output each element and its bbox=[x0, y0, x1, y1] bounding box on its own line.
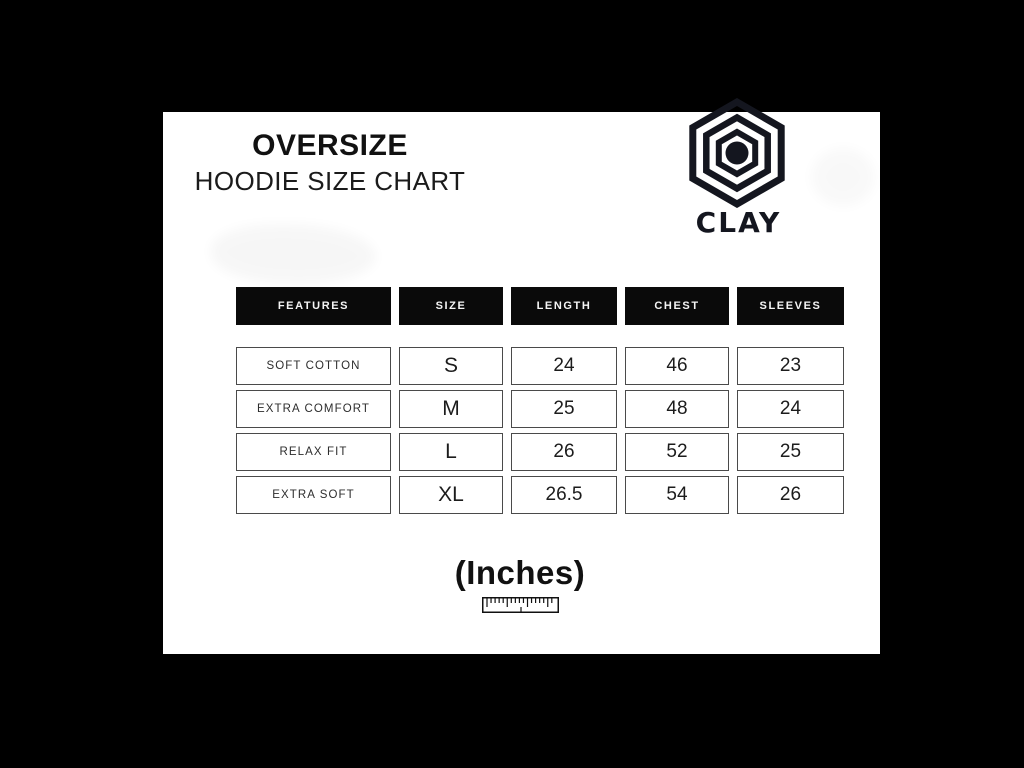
title-block bbox=[180, 128, 480, 197]
table-cell: 48 bbox=[625, 390, 729, 428]
table-cell: M bbox=[399, 390, 503, 428]
table-cell: L bbox=[399, 433, 503, 471]
unit-block bbox=[420, 554, 620, 613]
table-cell: 23 bbox=[737, 347, 844, 385]
table-cell: RELAX FIT bbox=[236, 433, 391, 471]
table-cell: 24 bbox=[511, 347, 617, 385]
table-cell: S bbox=[399, 347, 503, 385]
unit-label: (Inches) bbox=[454, 554, 586, 591]
brand-name: CLAY bbox=[695, 206, 782, 239]
table-cell: 25 bbox=[737, 433, 844, 471]
faded-watermark bbox=[211, 224, 376, 284]
faded-watermark bbox=[811, 148, 875, 206]
table-cell: EXTRA COMFORT bbox=[236, 390, 391, 428]
size-table bbox=[236, 287, 844, 514]
column-header-features: FEATURES bbox=[236, 287, 391, 325]
table-cell: 52 bbox=[625, 433, 729, 471]
table-cell: SOFT COTTON bbox=[236, 347, 391, 385]
column-header-chest: CHEST bbox=[625, 287, 729, 325]
clay-logo-hexagon-icon bbox=[682, 98, 792, 208]
table-cell: 26.5 bbox=[511, 476, 617, 514]
table-header-row bbox=[236, 287, 844, 325]
table-cell: XL bbox=[399, 476, 503, 514]
column-header-sleeves: SLEEVES bbox=[737, 287, 844, 325]
table-cell: 54 bbox=[625, 476, 729, 514]
table-cell: EXTRA SOFT bbox=[236, 476, 391, 514]
column-header-length: LENGTH bbox=[511, 287, 617, 325]
chart-title: OVERSIZE bbox=[252, 129, 408, 162]
chart-subtitle: HOODIE SIZE CHART bbox=[194, 166, 466, 196]
table-cell: 25 bbox=[511, 390, 617, 428]
column-header-size: SIZE bbox=[399, 287, 503, 325]
size-chart-card bbox=[163, 112, 880, 654]
table-cell: 26 bbox=[737, 476, 844, 514]
table-cell: 26 bbox=[511, 433, 617, 471]
table-cell: 24 bbox=[737, 390, 844, 428]
table-body bbox=[236, 347, 844, 514]
ruler-icon bbox=[482, 597, 559, 613]
table-cell: 46 bbox=[625, 347, 729, 385]
